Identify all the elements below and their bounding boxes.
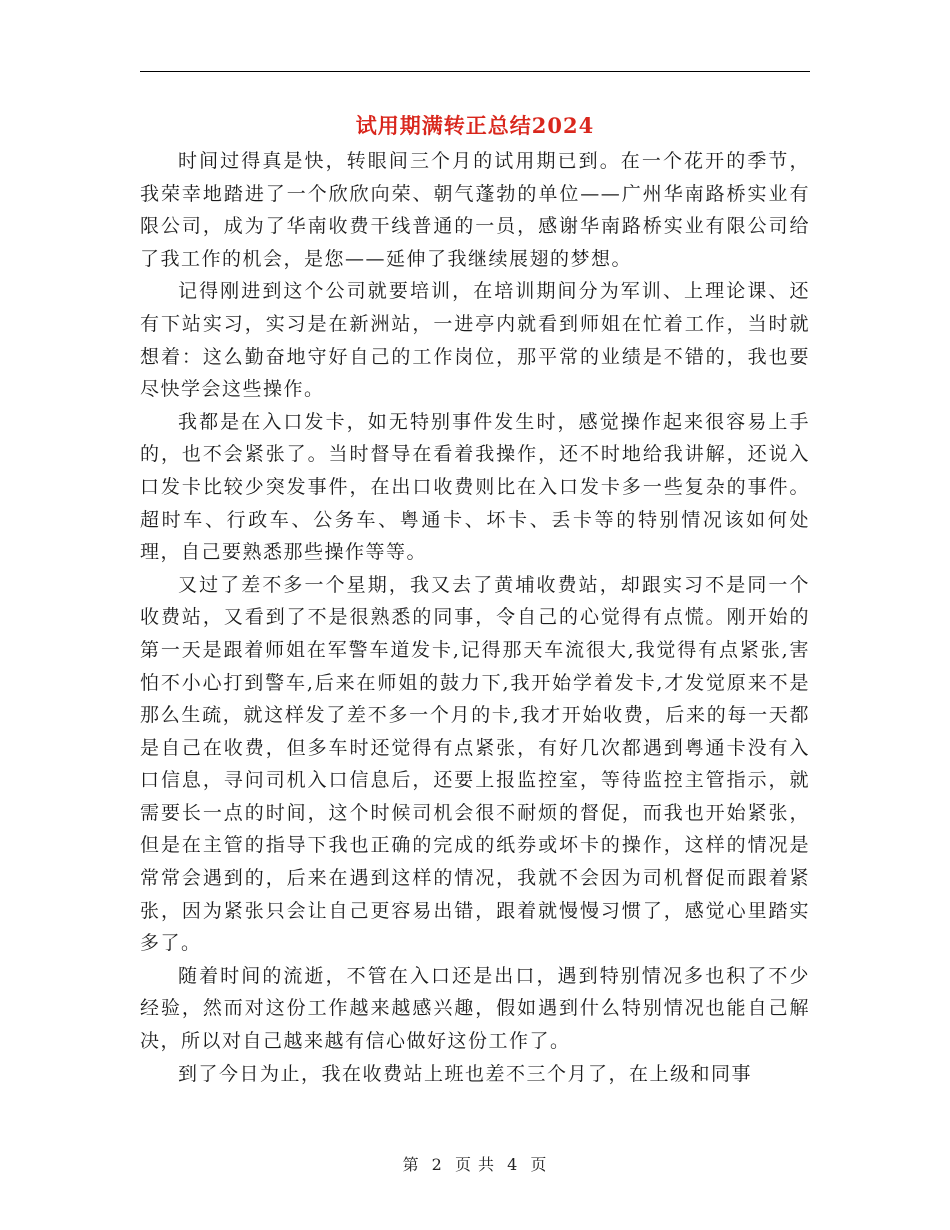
document-title: 试用期满转正总结2024 <box>355 113 595 138</box>
header-rule <box>140 71 810 72</box>
page-footer <box>0 1152 950 1175</box>
footer-prefix: 第 <box>402 1155 420 1174</box>
footer-suffix: 页 <box>530 1155 548 1174</box>
paragraph: 时间过得真是快，转眼间三个月的试用期已到。在一个花开的季节，我荣幸地踏进了一个欣欣向荣、朝气蓬勃的单位——广州华南路桥实业有限公司，成为了华南收费干线普通的一员，感谢华南路桥实业有限公司给了我工作的机会，是您——延伸了我继续展翅的梦想。 <box>140 150 810 270</box>
footer-middle: 页 共 <box>454 1155 496 1174</box>
paragraph: 到了今日为止，我在收费站上班也差不三个月了，在上级和同事 <box>178 1062 753 1085</box>
paragraph: 记得刚进到这个公司就要培训，在培训期间分为军训、上理论课、还有下站实习，实习是在新洲站，一进亭内就看到师姐在忙着工作，当时就想着：这么勤奋地守好自己的工作岗位，那平常的业绩是不错的，我也要尽快学会这些操作。 <box>140 280 810 401</box>
paragraph: 随着时间的流逝，不管在入口还是出口，遇到特别情况多也积了不少经验，然而对这份工作越来越感兴趣，假如遇到什么特别情况也能自己解决，所以对自己越来越有信心做好这份工作了。 <box>140 964 810 1053</box>
current-page-number: 2 <box>431 1155 443 1174</box>
paragraph: 又过了差不多一个星期，我又去了黄埔收费站，却跟实习不是同一个收费站，又看到了不是很熟悉的同事，令自己的心觉得有点慌。刚开始的第一天是跟着师姐在军警车道发卡,记得那天车流很大,我觉得有点紧张,害怕不小心打到警车,后来在师姐的鼓力下,我开始学着发卡,才发觉原来不是那么生疏，就这样发了差不多一个月的卡,我才开始收费，后来的每一天都是自己在收费，但多车时还觉得有点紧张，有好几次都遇到粤通卡没有入口信息，寻问司机入口信息后，还要上报监控室，等待监控主管指示，就需要长一点的时间，这个时候司机会很不耐烦的督促，而我也开始紧张，但是在主管的指导下我也正确的完成的纸券或坏卡的操作，这样的情况是常常会遇到的，后来在遇到这样的情况，我就不会因为司机督促而跟着紧张，因为紧张只会让自己更容易出错，跟着就慢慢习惯了，感觉心里踏实多了。 <box>140 573 810 955</box>
document-body <box>140 145 810 1090</box>
total-page-count: 4 <box>507 1155 519 1174</box>
paragraph: 我都是在入口发卡，如无特别事件发生时，感觉操作起来很容易上手的，也不会紧张了。当时督导在看着我操作，还不时地给我讲解，还说入口发卡比较少突发事件，在出口收费则比在入口发卡多一些复杂的事件。超时车、行政车、公务车、粤通卡、坏卡、丢卡等的特别情况该如何处理，自己要熟悉那些操作等等。 <box>140 410 810 564</box>
